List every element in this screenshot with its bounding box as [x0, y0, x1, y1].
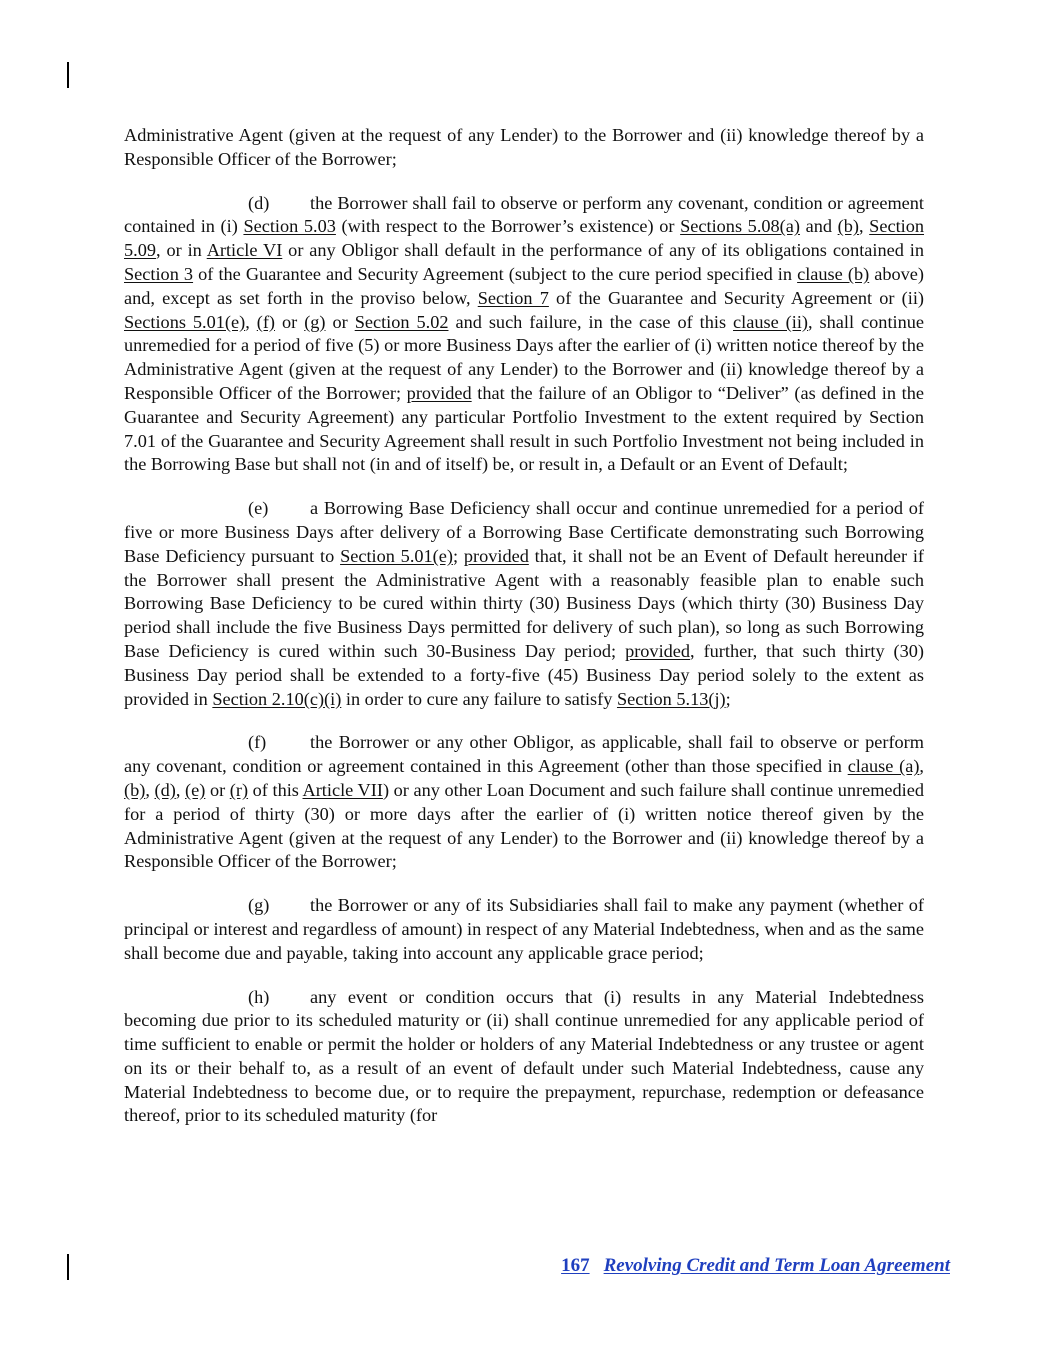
page-number: 167: [561, 1255, 590, 1276]
cross-reference: (b): [837, 216, 859, 237]
paragraph-e: (e) a Borrowing Base Deficiency shall occur and continue unremedied for a period of five or more Business Days after delivery of a Borrowing Base Certificate demonstrating such Borrowing Base Deficiency pursuant to Section 5.01(e); provided that, it shall not be an Event of Default hereunder if the Borrower shall present the Administrative Agent with a reasonably feasible plan to enable such Borrowing Base Deficiency to be cured within thirty (30) Business Days (which thirty (30) Business Day period shall include the five Business Days permitted for delivery of such plan), so long as such Borrowing Base Deficiency is cured within such 30-Business Day period; provided, further, that such thirty (30) Business Day period shall be extended to a forty-five (45) Business Day period solely to the extent as provided in Section 2.10(c)(i) in order to cure any failure to satisfy Section 5.13(j);: [124, 498, 925, 709]
cross-reference: clause (a): [847, 756, 920, 777]
cross-reference: Section 5.13(j): [616, 688, 726, 709]
paragraph-g: (g) the Borrower or any of its Subsidiaries shall fail to make any payment (whether of principal or interest and regardless of amount) in respect of any Material Indebtedness, when and as the same shall become due and payable, taking into account any applicable grace period;: [124, 895, 924, 963]
paragraph-f: (f) the Borrower or any other Obligor, as applicable, shall fail to observe or perform any covenant, condition or agreement contained in this Agreement (other than those specified in clause (a), (b), (d), (e) or (r) of this Article VII) or any other Loan Document and such failure shall continue unremedied for a period of thirty (30) or more days after the earlier of (i) written notice thereof given by the Administrative Agent (given at the request of any Lender) to the Borrower and (ii) knowledge thereof by a Responsible Officer of the Borrower;: [124, 732, 925, 872]
clause-label-f: (f): [248, 732, 267, 753]
clause-label-e: (e): [248, 498, 269, 519]
cross-reference: (g): [304, 311, 326, 332]
cross-reference: Section 5.02: [354, 311, 449, 332]
cross-reference: Section 5.03: [243, 216, 336, 237]
cross-reference: Section 5.09: [124, 216, 925, 261]
paragraph-d: (d) the Borrower shall fail to observe or perform any covenant, condition or agreement contained in (i) Section 5.03 (with respect to the Borrower’s existence) or Sections 5.08(a) and (b), Section 5.09, or in Article VI or any Obligor shall default in the performance of any of its obligations contained in Section 3 of the Guarantee and Security Agreement (subject to the cure period specified in clause (b) above) and, except as set forth in the proviso below, Section 7 of the Guarantee and Security Agreement or (ii) Sections 5.01(e), (f) or (g) or Section 5.02 and such failure, in the case of this clause (ii), shall continue unremedied for a period of five (5) or more Business Days after the earlier of (i) written notice thereof by the Administrative Agent (given at the request of any Lender) to the Borrower and (ii) knowledge thereof by a Responsible Officer of the Borrower; provided that the failure of an Obligor to “Deliver” (as defined in the Guarantee and Security Agreement) any particular Portfolio Investment to the extent required by Section 7.01 of the Guarantee and Security Agreement shall result in such Portfolio Investment not being included in the Borrowing Base but shall not (in and of itself) be, or result in, a Default or an Event of Default;: [124, 192, 925, 475]
cross-reference: Article VI: [206, 240, 283, 261]
cross-reference: Section 7: [477, 287, 549, 308]
cross-reference: clause (b): [797, 263, 870, 284]
document-body: [124, 124, 924, 1148]
page-footer: [124, 1255, 950, 1277]
change-bar-top: [67, 62, 69, 88]
cross-reference: (b): [124, 779, 146, 800]
clause-label-d: (d): [248, 192, 270, 213]
cross-reference: (d): [154, 779, 176, 800]
cross-reference: (f): [256, 311, 276, 332]
document-title: Revolving Credit and Term Loan Agreement: [603, 1255, 950, 1276]
cross-reference: Sections 5.08(a): [680, 216, 800, 237]
clause-label-g: (g): [248, 895, 270, 916]
cross-reference: clause (ii): [733, 311, 809, 332]
cross-reference: Section 2.10(c)(i): [212, 688, 342, 709]
paragraph-c-continuation: Administrative Agent (given at the request of any Lender) to the Borrower and (ii) knowledge thereof by a Responsible Officer of the Borrower;: [124, 125, 924, 169]
cross-reference: Article VII: [302, 779, 383, 800]
cross-reference: (e): [185, 779, 206, 800]
emphasis-provided: provided: [625, 640, 691, 661]
cross-reference: Section 3: [124, 263, 194, 284]
emphasis-provided: provided: [406, 382, 472, 403]
change-bar-bottom: [67, 1254, 69, 1280]
cross-reference: Sections 5.01(e): [124, 311, 246, 332]
cross-reference: Section 5.01(e): [340, 545, 453, 566]
clause-label-h: (h): [248, 986, 270, 1007]
emphasis-provided: provided: [463, 545, 529, 566]
paragraph-h: (h) any event or condition occurs that (i) results in any Material Indebtedness becoming due prior to its scheduled maturity or (ii) shall continue unremedied for any applicable period of time sufficient to enable or permit the holder or holders of any Material Indebtedness or any trustee or agent on its or their behalf to, as a result of an event of default under such Material Indebtedness, cause any Material Indebtedness to become due, or to require the prepayment, repurchase, redemption or defeasance thereof, prior to its scheduled maturity (for: [124, 986, 924, 1126]
cross-reference: (r): [229, 779, 249, 800]
